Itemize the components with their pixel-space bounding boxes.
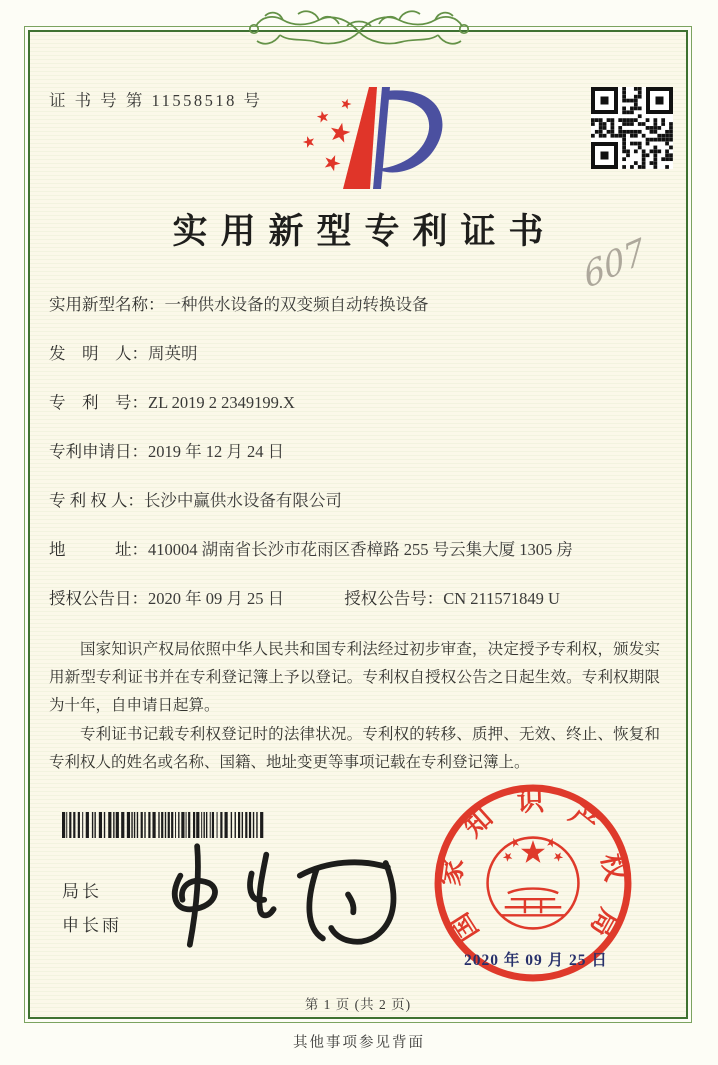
certificate-frame [24,26,692,1023]
field-row-inventor [49,342,660,365]
svg-text:国家知识产权局 [435,786,630,947]
field-label: 实用新型名称： [49,295,165,314]
field-value: 周英明 [148,344,198,363]
certificate-number: 证 书 号 第 11558518 号 [49,91,263,110]
field-label: 发 明 人： [49,344,148,363]
seal-date: 2020 年 09 月 25 日 [464,952,608,969]
field-value: 长沙中赢供水设备有限公司 [143,491,342,510]
legal-text [49,636,660,777]
qr-code [591,87,673,174]
field-row-name [49,293,660,316]
field-value: 2019 年 12 月 24 日 [148,442,285,461]
field-row-address [49,538,660,561]
field-row-grant [49,587,660,610]
director-title: 局长 [62,882,102,901]
national-emblem-icon [488,836,579,928]
legal-paragraph-1: 国家知识产权局依照中华人民共和国专利法经过初步审查，决定授予专利权，颁发实用新型专利证书并在专利登记簿上予以登记。专利权自授权公告之日起生效。专利权期限为十年，自申请日起算。 [49,641,660,715]
director-name: 申长雨 [62,916,122,935]
certificate-title: 实用新型专利证书 [172,212,557,251]
certificate-body [49,293,660,777]
field-label: 地 址： [49,540,148,559]
field-value: 一种供水设备的双变频自动转换设备 [164,295,429,314]
field-row-patent-no [49,391,660,414]
legal-paragraph-2: 专利证书记载专利权登记时的法律状况。专利权的转移、质押、无效、终止、恢复和专利权人的姓名或名称、国籍、地址变更等事项记载在专利登记簿上。 [49,725,660,771]
page-indicator: 第 1 页 (共 2 页) [304,997,412,1012]
grant-date-value: 2020 年 09 月 25 日 [148,589,285,608]
field-value: 410004 湖南省长沙市花雨区香樟路 255 号云集大厦 1305 房 [148,540,573,559]
field-row-patentee [49,489,660,512]
field-label: 专 利 权 人： [49,491,144,510]
grant-date-label: 授权公告日： [49,589,148,608]
back-note: 其他事项参见背面 [293,1035,425,1051]
field-label: 专 利 号： [49,393,148,412]
grant-no-value: CN 211571849 U [443,589,560,608]
pencil-note: 607 [580,230,649,298]
field-label: 专利申请日： [49,442,148,461]
director-signature-icon [142,840,422,955]
certificate-frame-inner [28,30,688,1019]
grant-no-label: 授权公告号： [344,589,444,608]
cnipa-logo-icon [282,84,450,201]
top-flourish-ornament-icon [227,2,491,65]
field-value: ZL 2019 2 2349199.X [148,393,295,412]
seal-ring-text: 国家知识产权局 [435,786,631,947]
field-row-filing-date [49,440,660,463]
